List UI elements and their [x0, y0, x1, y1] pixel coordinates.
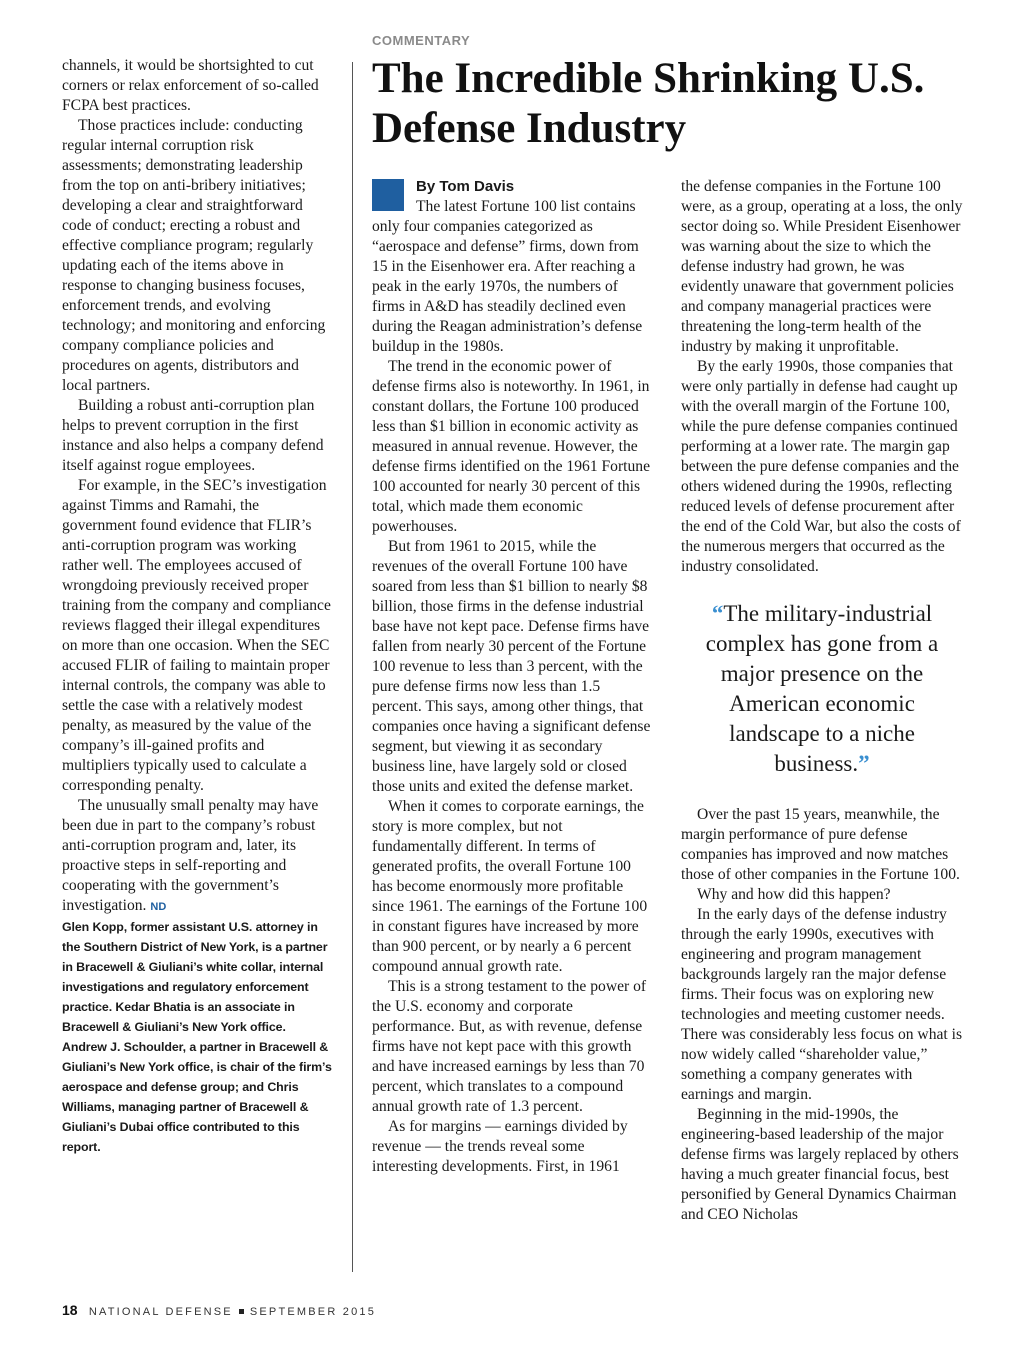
body-paragraph: When it comes to corporate earnings, the story is more complex, but not fundamentally different. In terms of generated profits, the overall Fortune 100 has become enormously more profitable since 1961. The earnings of the Fortune 100 in constant figures have increased by more than 900 percent, or by nearly a 6 percent compound annual growth rate.: [372, 798, 648, 975]
body-paragraph: As for margins — earnings divided by revenue — the trends reveal some interesting developments. First, in 1961: [372, 1118, 628, 1175]
middle-column: [372, 177, 652, 1177]
page-number: 18: [62, 1302, 78, 1318]
body-paragraph-text: The unusually small penalty may have been due in part to the company’s robust anti-corruption program and, later, its proactive steps in self-reporting and cooperating with the government’s investigation.: [62, 797, 319, 914]
page-footer: [62, 1302, 376, 1318]
section-kicker: COMMENTARY: [372, 33, 471, 48]
close-quote-mark: ”: [858, 751, 870, 776]
author-bio: Glen Kopp, former assistant U.S. attorney in the Southern District of New York, is a partner in Bracewell & Giuliani’s white collar, internal investigations and regulatory enforcement practice. Kedar Bhatia is an associate in Bracewell & Giuliani’s New York office.: [62, 920, 328, 1034]
article-headline: The Incredible Shrinking U.S. Defense Industry: [372, 55, 925, 152]
body-paragraph-text: The latest Fortune 100 list contains only four companies categorized as “aerospace and defense” firms, down from 15 in the Eisenhower era. After reaching a peak in the early 1970s, the numbers of firms in A&D has steadily declined even during the Reagan administration’s defense buildup in the 1980s.: [372, 198, 643, 355]
open-quote-mark: “: [711, 601, 724, 626]
body-paragraph: This is a strong testament to the power of the U.S. economy and corporate performance. But, as with revenue, defense firms have not kept pace with this growth and have increased earnings by less than 70 percent, which translates to a compound annual growth rate of 1.3 percent.: [372, 978, 647, 1115]
body-paragraph: Beginning in the mid-1990s, the engineering-based leadership of the major defense firms was largely replaced by others having a much greater financial focus, best personified by General Dynamics Chairman and CEO Nicholas: [681, 1106, 959, 1223]
body-paragraph: the defense companies in the Fortune 100 were, as a group, operating at a loss, the only sector doing so. While President Eisenhower was warning about the size to which the defense industry had grown, he was evidently unaware that government policies and company managerial practices were threatening the long-term health of the industry by making it unprofitable.: [681, 178, 963, 355]
publication-name: NATIONAL DEFENSE: [88, 1306, 233, 1318]
body-paragraph: For example, in the SEC’s investigation against Timms and Ramahi, the government found evidence that FLIR’s anti-corruption program was working rather well. The employees accused of wrongdoing previously received proper training from the company and compliance reviews flagged their illegal expenditures on more than one occasion. When the SEC accused FLIR of failing to maintain proper internal controls, the company was able to settle the case with a relatively modest penalty, as measured by the value of the company’s ill-gained profits and multipliers typically used to calculate a corresponding penalty.: [62, 477, 331, 794]
end-mark: ND: [150, 901, 167, 913]
column-divider: [352, 62, 353, 1272]
body-paragraph: By the early 1990s, those companies that were only partially in defense had caught up with the overall margin of the Fortune 100, while the pure defense companies continued performing at a lower rate. The margin gap between the pure defense companies and the others widened during the 1990s, reflecting reduced levels of defense procurement after the end of the Cold War, but also the costs of the numerous mergers that occurred as the industry consolidated.: [681, 358, 961, 575]
footer-separator: [239, 1309, 244, 1314]
body-paragraph: Building a robust anti-corruption plan helps to prevent corruption in the first instance and also helps a company defend itself against rogue employees.: [62, 397, 324, 474]
byline-row: [372, 177, 652, 197]
body-paragraph: Those practices include: conducting regular internal corruption risk assessments; demonstrating leadership from the top on anti-bribery initiatives; developing a clear and straightforward code of conduct; erecting a robust and effective compliance program; regularly updating each of the items above in response to changing business focuses, enforcement trends, and evolving technology; and monitoring and enforcing company compliance policies and procedures on agents, distributors and local partners.: [62, 117, 326, 394]
body-paragraph: Why and how did this happen?: [697, 886, 891, 903]
body-paragraph: Over the past 15 years, meanwhile, the margin performance of pure defense companies has improved and now matches those of other companies in the Fortune 100.: [681, 806, 960, 883]
body-paragraph: In the early days of the defense industry through the early 1990s, executives with engineering and program management backgrounds largely ran the major defense firms. Their focus was on exploring new technologies and meeting customer needs. There was considerably less focus on what is now widely called “shareholder value,” something a company generates with earnings and margin.: [681, 906, 963, 1103]
body-paragraph: [372, 197, 652, 357]
contributor-bio: Andrew J. Schoulder, a partner in Bracewell & Giuliani’s New York office, is chair of the firm’s aerospace and defense group; and Chris Williams, managing partner of Bracewell & Giuliani’s Dubai office contributed to this report.: [62, 1040, 332, 1154]
body-paragraph: But from 1961 to 2015, while the revenues of the overall Fortune 100 have soared from less than $1 billion to nearly $8 billion, those firms in the defense industrial base have not kept pace. Defense firms have fallen from nearly 30 percent of the Fortune 100 revenue to less than 3 percent, with the pure defense firms now less than 1.5 percent. This says, among other things, that companies once having a significant defense segment, but viewing it as secondary business line, have largely sold or closed those units and exited the defense market.: [372, 538, 651, 795]
byline: By Tom Davis: [416, 178, 515, 195]
body-paragraph: [62, 796, 332, 917]
left-column: [62, 56, 332, 1157]
pull-quote: [681, 599, 963, 779]
right-column: [681, 177, 963, 1225]
section-marker-square: [372, 179, 404, 211]
pull-quote-text: The military-industrial complex has gone from a major presence on the American economic landscape to a niche business.: [705, 601, 939, 776]
body-paragraph: The trend in the economic power of defense firms also is noteworthy. In 1961, in constant dollars, the Fortune 100 produced less than $1 billion in economic activity as measured in annual revenue. However, the defense firms identified on the 1961 Fortune 100 accounted for nearly 30 percent of this total, which made them economic powerhouses.: [372, 358, 651, 535]
body-paragraph: channels, it would be shortsighted to cut corners or relax enforcement of so-called FCPA best practices.: [62, 57, 319, 114]
issue-date: SEPTEMBER 2015: [249, 1306, 377, 1318]
